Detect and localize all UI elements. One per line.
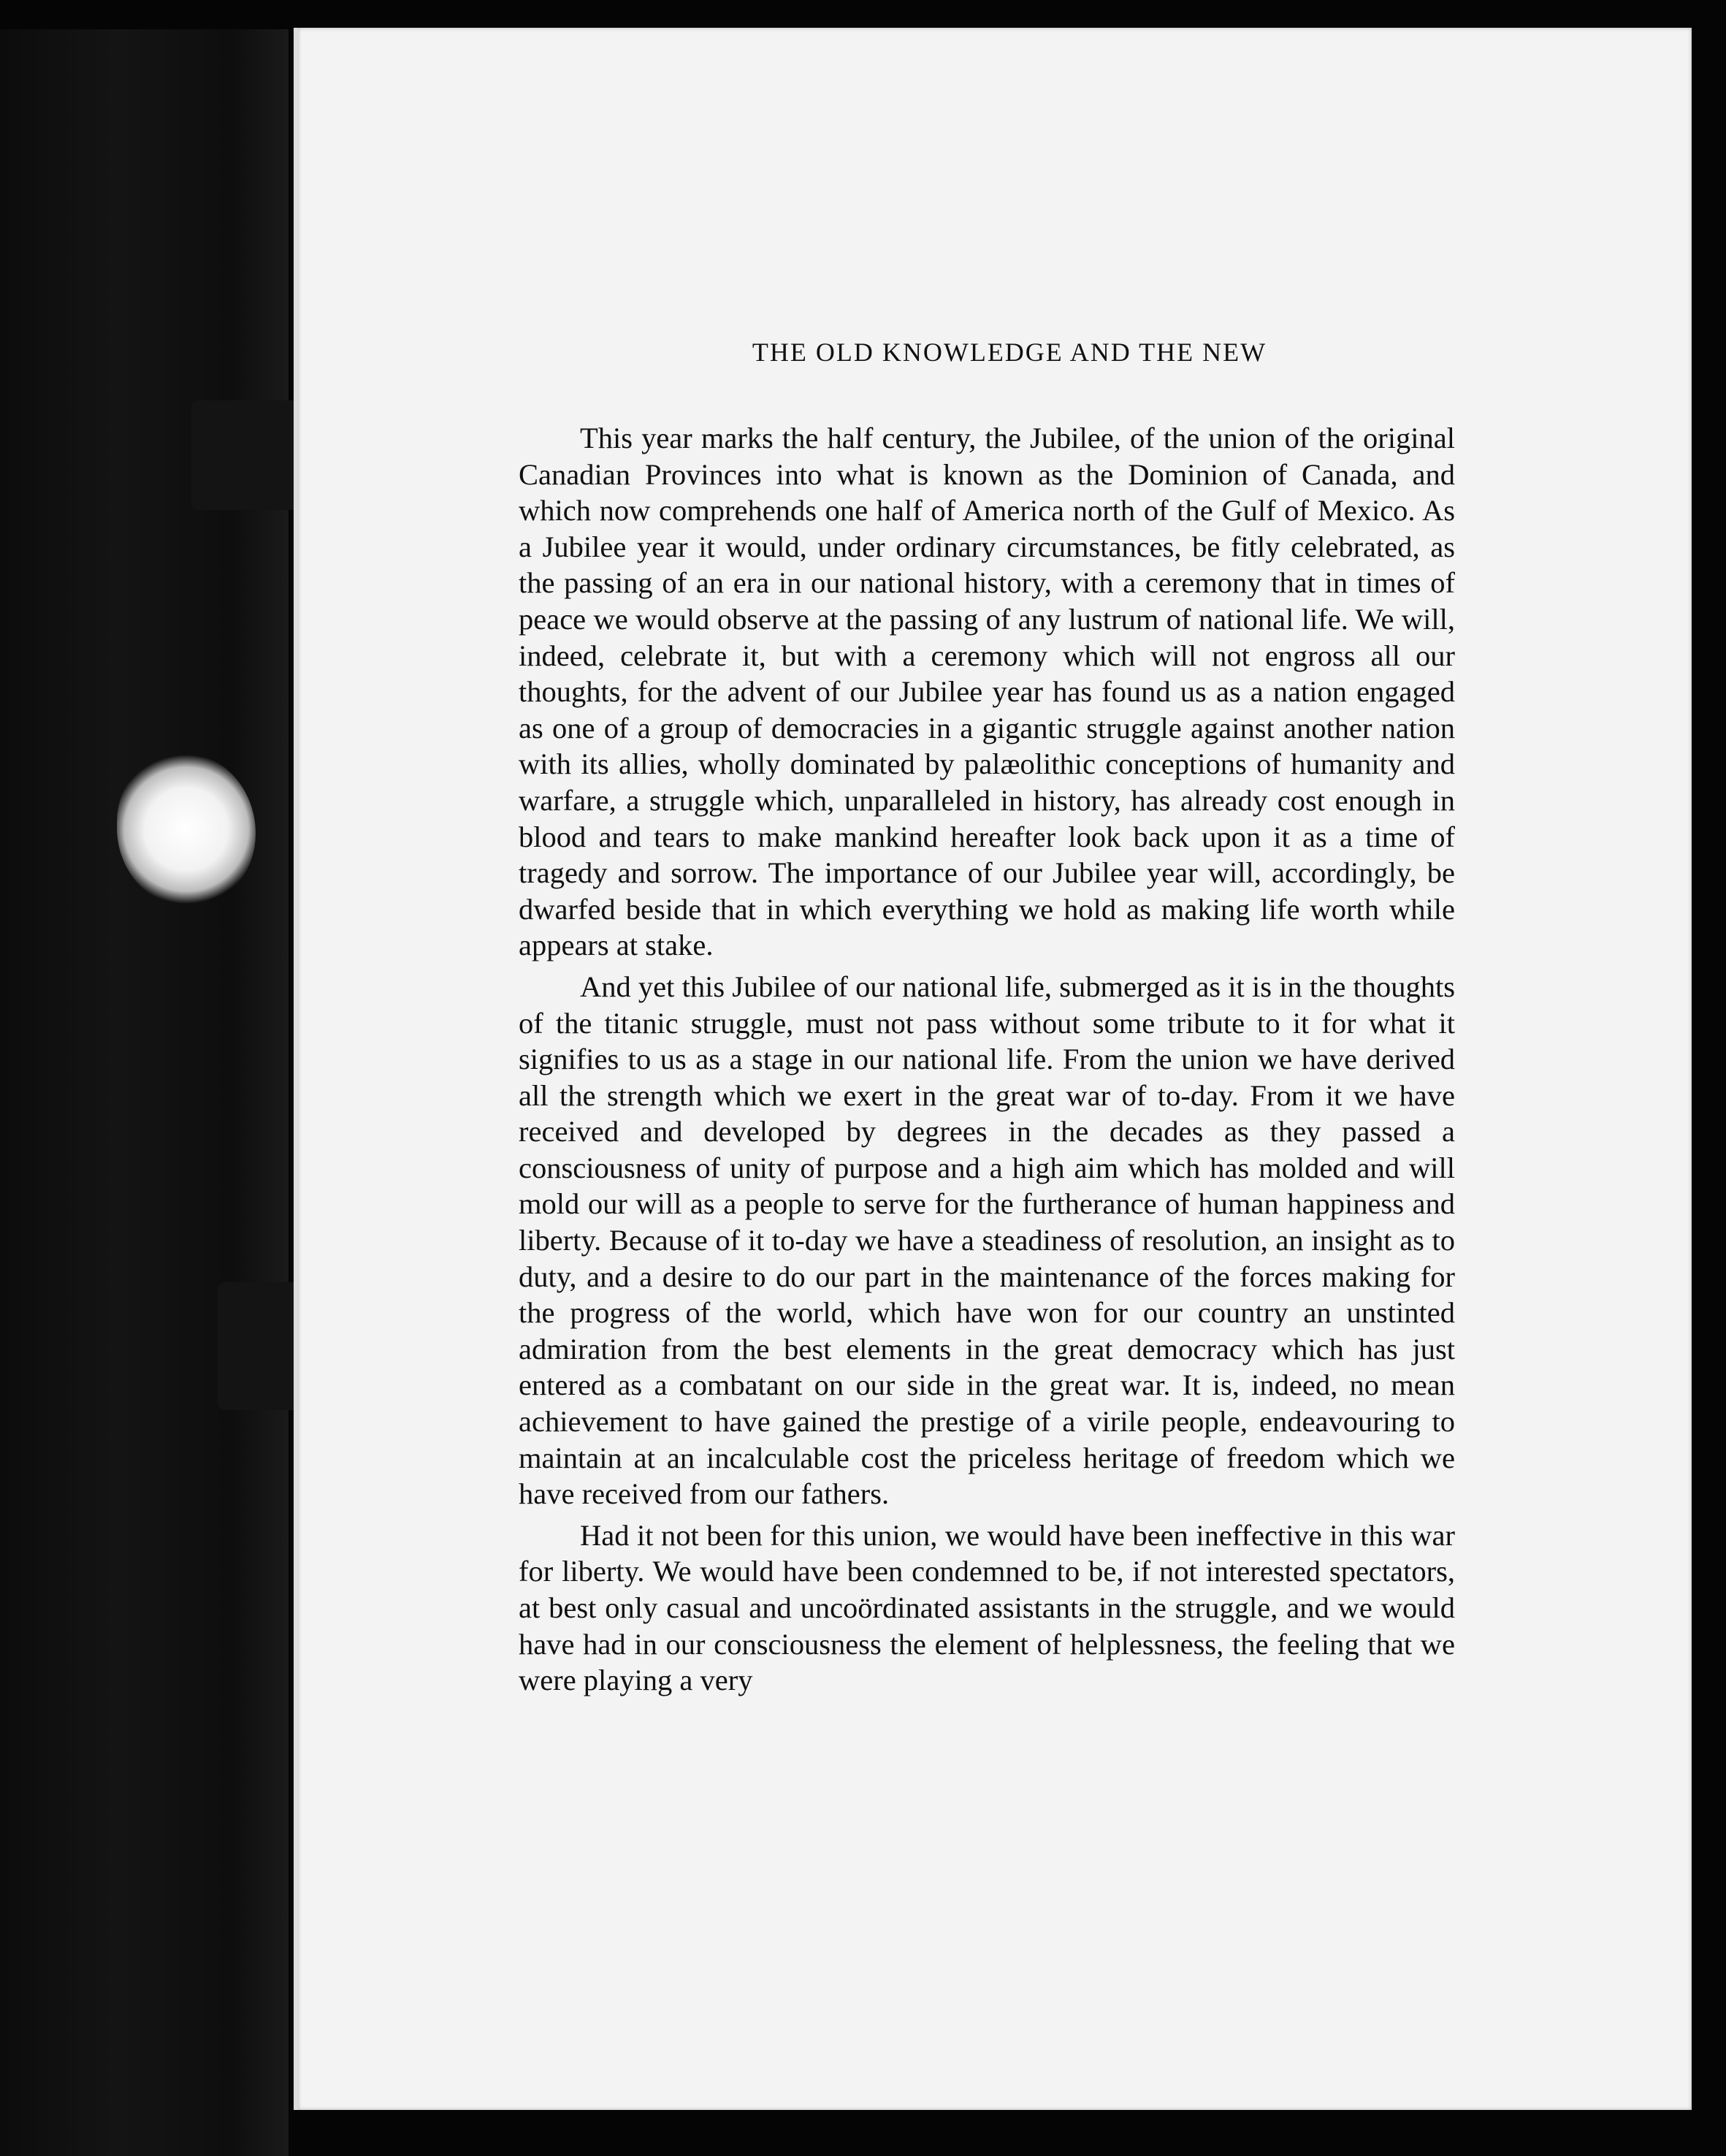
page-body <box>519 420 1455 1704</box>
paragraph: Had it not been for this union, we would have been ineffective in this war for liberty. We would have been condemned to be, if not interested spectators, at best only casual and uncoördinated assistants in the struggle, and we would have had in our consciousness the element of helplessness, the feeling that we were playing a very <box>519 1518 1455 1697</box>
paragraph: And yet this Jubilee of our national life, submerged as it is in the thoughts of the titanic struggle, must not pass without some tribute to it for what it signifies to us as a stage in our national life. From the union we have derived all the strength which we exert in the great war of to-day. From it we have received and developed by degrees in the decades as they passed a consciousness of unity of purpose and a high aim which has molded and will mold our will as a people to serve for the furtherance of human happiness and liberty. Because of it to-day we have a steadiness of resolution, an insight as to duty, and a desire to do our part in the maintenance of the forces making for the progress of the world, which have won for our country an unstinted admiration from the best elements in the great democracy which has just entered as a combatant on our side in the great war. It is, indeed, no mean achievement to have gained the prestige of a virile people, endeavouring to maintain at an incalculable cost the priceless heritage of freedom which we have received from our fathers. <box>519 970 1455 1511</box>
book-binding-edge <box>0 29 289 2156</box>
paragraph: This year marks the half century, the Jubilee, of the union of the original Canadian Provinces into what is known as the Dominion of Canada, and which now comprehends one half of America north of the Gulf of Mexico. As a Jubilee year it would, under ordinary circumstances, be fitly celebrated, as the passing of an era in our national history, with a ceremony that in times of peace we would observe at the passing of any lustrum of national life. We will, indeed, celebrate it, but with a ceremony which will not engross all our thoughts, for the advent of our Jubilee year has found us as a nation engaged as one of a group of democracies in a gigantic struggle against another nation with its allies, wholly dominated by palæolithic conceptions of humanity and warfare, a struggle which, unparalleled in history, has already cost enough in blood and tears to make mankind hereafter look back upon it as a time of tragedy and sorrow. The importance of our Jubilee year will, accordingly, be dwarfed beside that in which everything we hold as making life worth while appears at stake. <box>519 422 1455 962</box>
page-title: THE OLD KNOWLEDGE AND THE NEW <box>752 338 1267 367</box>
book-page <box>294 28 1692 2110</box>
